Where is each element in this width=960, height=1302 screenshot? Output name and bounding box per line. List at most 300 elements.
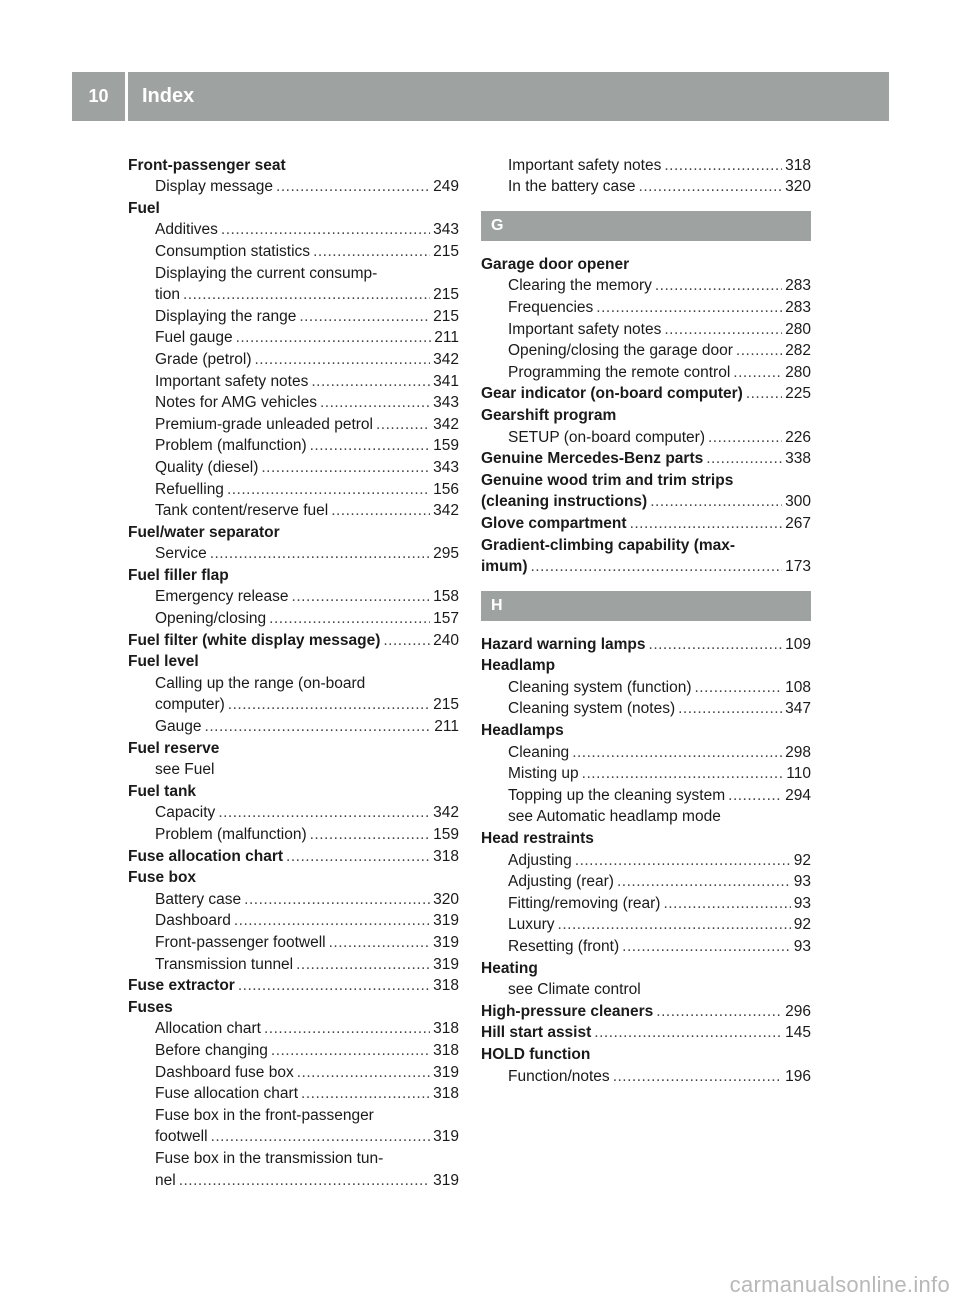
index-subentry[interactable] bbox=[481, 295, 811, 317]
page-ref[interactable]: 93 bbox=[793, 938, 811, 955]
index-subentry[interactable] bbox=[128, 693, 459, 715]
index-subentry-label: see Fuel bbox=[155, 761, 215, 779]
page-ref[interactable]: 318 bbox=[433, 1041, 459, 1059]
index-subentry[interactable] bbox=[128, 326, 459, 348]
index-subentry-label: Opening/closing the garage door bbox=[508, 342, 733, 360]
index-subentry-label: Service bbox=[155, 545, 207, 563]
index-heading-label: Front-passenger seat bbox=[128, 156, 286, 174]
page-ref[interactable]: 319 bbox=[433, 955, 459, 973]
leader-dots bbox=[622, 937, 791, 956]
index-subentry-label: Displaying the current consump- bbox=[155, 264, 378, 282]
index-letter-heading: H bbox=[481, 591, 811, 621]
leader-dots bbox=[596, 298, 782, 317]
page-ref[interactable]: 215 bbox=[433, 242, 459, 260]
page-ref[interactable]: 215 bbox=[433, 696, 459, 714]
index-subentry-label: SETUP (on-board computer) bbox=[508, 428, 705, 446]
index-subentry[interactable] bbox=[128, 412, 459, 434]
leader-dots bbox=[292, 587, 431, 606]
index-subentry[interactable] bbox=[128, 347, 459, 369]
page-ref[interactable]: 318 bbox=[433, 1085, 459, 1103]
index-subentry-label: Emergency release bbox=[155, 588, 289, 606]
index-subentry[interactable] bbox=[128, 606, 459, 628]
page-ref[interactable]: 158 bbox=[433, 588, 459, 606]
index-subentry[interactable] bbox=[128, 930, 459, 952]
page-ref[interactable]: 92 bbox=[793, 851, 811, 869]
leader-dots bbox=[236, 328, 432, 347]
index-subentry[interactable] bbox=[481, 870, 811, 892]
page-ref[interactable]: 211 bbox=[434, 718, 459, 736]
leader-dots bbox=[234, 911, 430, 930]
leader-dots bbox=[297, 1063, 430, 1082]
leader-dots bbox=[264, 1019, 430, 1038]
page-ref[interactable]: 156 bbox=[433, 480, 459, 498]
index-subentry-label: Calling up the range (on-board bbox=[155, 674, 366, 692]
index-subentry[interactable] bbox=[481, 339, 811, 361]
leader-dots bbox=[205, 717, 432, 736]
leader-dots bbox=[211, 1127, 431, 1146]
index-subentry bbox=[481, 978, 811, 1000]
index-entry[interactable] bbox=[481, 555, 811, 577]
index-subentry[interactable] bbox=[128, 1060, 459, 1082]
leader-dots bbox=[650, 492, 782, 511]
index-heading bbox=[481, 718, 811, 740]
index-subentry-label: Dashboard fuse box bbox=[155, 1063, 294, 1081]
index-subentry-label: Front-passenger footwell bbox=[155, 933, 326, 951]
index-subentry bbox=[128, 758, 459, 780]
index-entry-label: Fuel filter (white display message) bbox=[128, 631, 381, 649]
index-subentry[interactable] bbox=[128, 822, 459, 844]
index-heading-label: Gearshift program bbox=[481, 406, 617, 424]
leader-dots bbox=[311, 372, 430, 391]
page-ref[interactable]: 249 bbox=[433, 178, 459, 196]
index-subentry-label: Premium-grade unleaded petrol bbox=[155, 415, 373, 433]
index-heading bbox=[128, 995, 459, 1017]
page-ref[interactable]: 93 bbox=[793, 873, 811, 891]
index-heading-label: Fuel filler flap bbox=[128, 566, 229, 584]
index-subentry[interactable] bbox=[128, 455, 459, 477]
index-heading bbox=[128, 153, 459, 175]
index-subentry-label: footwell bbox=[155, 1128, 208, 1146]
page-ref[interactable]: 109 bbox=[785, 635, 811, 653]
leader-dots bbox=[708, 428, 782, 447]
index-heading-label: Headlamps bbox=[481, 722, 564, 740]
index-subentry-label: Gauge bbox=[155, 718, 202, 736]
index-subentry[interactable] bbox=[128, 714, 459, 736]
index-subentry[interactable] bbox=[481, 274, 811, 296]
leader-dots bbox=[531, 557, 783, 576]
index-heading bbox=[128, 779, 459, 801]
index-subentry-label: Cleaning system (notes) bbox=[508, 700, 676, 718]
page-ref[interactable]: 215 bbox=[433, 307, 459, 325]
leader-dots bbox=[733, 363, 782, 382]
leader-dots bbox=[221, 220, 430, 239]
index-column-left bbox=[128, 153, 459, 1190]
page-ref[interactable]: 110 bbox=[786, 765, 811, 783]
index-subentry[interactable] bbox=[128, 369, 459, 391]
leader-dots bbox=[736, 341, 782, 360]
page-ref[interactable]: 93 bbox=[793, 894, 811, 912]
index-subentry[interactable] bbox=[128, 1038, 459, 1060]
index-heading-label: Fuel tank bbox=[128, 782, 197, 800]
index-subentry-label: Adjusting bbox=[508, 851, 572, 869]
page-header bbox=[72, 72, 889, 121]
index-subentry-label: Dashboard bbox=[155, 912, 231, 930]
page-ref[interactable]: 319 bbox=[433, 933, 459, 951]
page-ref[interactable]: 92 bbox=[793, 916, 811, 934]
page-ref[interactable]: 282 bbox=[785, 342, 811, 360]
index-subentry-label: Adjusting (rear) bbox=[508, 873, 614, 891]
index-subentry[interactable] bbox=[128, 909, 459, 931]
page-ref[interactable]: 318 bbox=[433, 1020, 459, 1038]
index-entry[interactable] bbox=[128, 628, 459, 650]
index-subentry-label: Frequencies bbox=[508, 298, 594, 316]
index-heading bbox=[128, 563, 459, 585]
index-heading-label: Head restraints bbox=[481, 830, 594, 848]
index-subentry[interactable] bbox=[481, 934, 811, 956]
leader-dots bbox=[695, 678, 783, 697]
leader-dots bbox=[276, 177, 430, 196]
leader-dots bbox=[594, 1023, 782, 1042]
index-subentry-label: Programming the remote control bbox=[508, 363, 731, 381]
index-subentry[interactable] bbox=[481, 360, 811, 382]
leader-dots bbox=[271, 1041, 430, 1060]
index-subentry-label: Important safety notes bbox=[155, 372, 309, 390]
leader-dots bbox=[331, 501, 430, 520]
index-subentry[interactable] bbox=[128, 801, 459, 823]
leader-dots bbox=[728, 786, 782, 805]
page-ref[interactable]: 342 bbox=[433, 415, 459, 433]
page-ref[interactable]: 343 bbox=[433, 458, 459, 476]
page-ref[interactable]: 145 bbox=[785, 1024, 811, 1042]
page-ref[interactable]: 294 bbox=[785, 786, 811, 804]
index-heading-label: Fuel bbox=[128, 199, 160, 217]
index-subentry[interactable] bbox=[128, 887, 459, 909]
index-entry[interactable] bbox=[128, 844, 459, 866]
page-ref[interactable]: 280 bbox=[785, 363, 811, 381]
index-subentry-label: nel bbox=[155, 1171, 176, 1189]
index-subentry-label: Capacity bbox=[155, 804, 216, 822]
index-heading-label: Genuine wood trim and trim strips bbox=[481, 471, 734, 489]
leader-dots bbox=[301, 1084, 430, 1103]
header-divider bbox=[125, 72, 128, 121]
index-entry[interactable] bbox=[481, 447, 811, 469]
index-subentry-label: Display message bbox=[155, 178, 274, 196]
page-ref[interactable]: 295 bbox=[433, 545, 459, 563]
index-heading bbox=[481, 956, 811, 978]
page-ref[interactable]: 108 bbox=[785, 678, 811, 696]
index-subentry-label: Clearing the memory bbox=[508, 277, 652, 295]
page-ref[interactable]: 240 bbox=[433, 631, 459, 649]
page-ref[interactable]: 283 bbox=[785, 277, 811, 295]
index-subentry-label: Allocation chart bbox=[155, 1020, 261, 1038]
index-subentry[interactable] bbox=[481, 783, 811, 805]
index-subentry-label: Important safety notes bbox=[508, 320, 662, 338]
index-heading bbox=[128, 866, 459, 888]
page-ref[interactable]: 280 bbox=[785, 320, 811, 338]
index-heading-label: Fuse box bbox=[128, 869, 197, 887]
index-heading bbox=[128, 736, 459, 758]
index-entry-label: imum) bbox=[481, 558, 528, 576]
index-subentry-label: Additives bbox=[155, 221, 218, 239]
index-subentry[interactable] bbox=[481, 848, 811, 870]
index-subentry[interactable] bbox=[481, 740, 811, 762]
page-ref[interactable]: 300 bbox=[785, 493, 811, 511]
index-heading-label: Fuses bbox=[128, 998, 173, 1016]
page-ref[interactable]: 318 bbox=[785, 156, 811, 174]
index-entry[interactable] bbox=[481, 490, 811, 512]
index-subentry-label: Fuse allocation chart bbox=[155, 1085, 299, 1103]
index-subentry-label: tion bbox=[155, 286, 180, 304]
leader-dots bbox=[558, 915, 791, 934]
page-ref[interactable]: 342 bbox=[433, 502, 459, 520]
index-subentry[interactable] bbox=[128, 218, 459, 240]
index-subentry[interactable] bbox=[128, 499, 459, 521]
leader-dots bbox=[617, 872, 791, 891]
page-ref[interactable]: 318 bbox=[433, 847, 459, 865]
index-subentry bbox=[128, 1103, 459, 1125]
leader-dots bbox=[299, 307, 430, 326]
index-subentry-label: Notes for AMG vehicles bbox=[155, 394, 317, 412]
leader-dots bbox=[218, 803, 430, 822]
index-subentry-label: Refuelling bbox=[155, 480, 224, 498]
page-ref[interactable]: 215 bbox=[433, 286, 459, 304]
index-subentry[interactable] bbox=[128, 391, 459, 413]
index-subentry-label: Grade (petrol) bbox=[155, 350, 252, 368]
index-subentry[interactable] bbox=[128, 1017, 459, 1039]
leader-dots bbox=[238, 976, 430, 995]
index-subentry-label: Important safety notes bbox=[508, 156, 662, 174]
page-ref[interactable]: 338 bbox=[785, 450, 811, 468]
leader-dots bbox=[310, 825, 431, 844]
leader-dots bbox=[664, 156, 782, 175]
index-entry-label: High-pressure cleaners bbox=[481, 1002, 654, 1020]
index-subentry-label: In the battery case bbox=[508, 178, 636, 196]
index-subentry-label: Tank content/reserve fuel bbox=[155, 502, 329, 520]
page-ref[interactable]: 159 bbox=[433, 437, 459, 455]
index-subentry-label: Before changing bbox=[155, 1041, 268, 1059]
index-subentry-label: Transmission tunnel bbox=[155, 955, 294, 973]
index-subentry-label: Fuse box in the transmission tun- bbox=[155, 1149, 384, 1167]
page-ref[interactable]: 173 bbox=[785, 558, 811, 576]
leader-dots bbox=[664, 320, 782, 339]
index-heading bbox=[128, 650, 459, 672]
index-heading bbox=[481, 654, 811, 676]
watermark: carmanualsonline.info bbox=[729, 1272, 950, 1297]
index-entry-label: Genuine Mercedes-Benz parts bbox=[481, 450, 704, 468]
page-ref[interactable]: 159 bbox=[433, 826, 459, 843]
index-subentry-label: Problem (malfunction) bbox=[155, 826, 307, 843]
index-subentry-label: Opening/closing bbox=[155, 610, 267, 628]
index-subentry[interactable] bbox=[481, 675, 811, 697]
page-ref[interactable]: 342 bbox=[433, 804, 459, 822]
page-ref[interactable]: 318 bbox=[433, 977, 459, 995]
page-ref[interactable]: 319 bbox=[433, 1171, 459, 1189]
index-entry-label: Hazard warning lamps bbox=[481, 635, 646, 653]
index-subentry-label: see Climate control bbox=[508, 981, 641, 999]
index-subentry[interactable] bbox=[128, 1168, 459, 1190]
leader-dots bbox=[329, 933, 431, 952]
index-subentry[interactable] bbox=[128, 1125, 459, 1147]
index-subentry-label: Topping up the cleaning system bbox=[508, 786, 726, 804]
leader-dots bbox=[227, 480, 430, 499]
index-entry-label: Fuse allocation chart bbox=[128, 847, 284, 865]
leader-dots bbox=[210, 544, 430, 563]
index-subentry[interactable] bbox=[481, 153, 811, 175]
page-ref[interactable]: 226 bbox=[785, 428, 811, 446]
index-subentry[interactable] bbox=[481, 697, 811, 719]
leader-dots bbox=[663, 894, 790, 913]
index-subentry[interactable] bbox=[481, 425, 811, 447]
leader-dots bbox=[582, 764, 784, 783]
index-heading bbox=[128, 196, 459, 218]
index-entry-label: Fuse extractor bbox=[128, 977, 235, 995]
page-ref[interactable]: 342 bbox=[433, 350, 459, 368]
leader-dots bbox=[746, 384, 782, 403]
leader-dots bbox=[286, 847, 430, 866]
index-subentry[interactable] bbox=[128, 952, 459, 974]
index-heading-label: Headlamp bbox=[481, 657, 556, 675]
leader-dots bbox=[320, 393, 430, 412]
leader-dots bbox=[269, 609, 430, 628]
leader-dots bbox=[655, 276, 782, 295]
index-heading-label: HOLD function bbox=[481, 1045, 591, 1063]
index-subentry[interactable] bbox=[481, 913, 811, 935]
index-subentry[interactable] bbox=[128, 585, 459, 607]
leader-dots bbox=[296, 955, 430, 974]
page-ref[interactable]: 319 bbox=[433, 912, 459, 930]
leader-dots bbox=[228, 695, 430, 714]
index-entry-label: (cleaning instructions) bbox=[481, 493, 648, 511]
index-heading bbox=[481, 468, 811, 490]
leader-dots bbox=[572, 743, 782, 762]
leader-dots bbox=[630, 514, 783, 533]
page-ref[interactable]: 296 bbox=[785, 1002, 811, 1020]
index-subentry[interactable] bbox=[481, 762, 811, 784]
index-subentry[interactable] bbox=[128, 434, 459, 456]
index-subentry[interactable] bbox=[128, 477, 459, 499]
index-heading bbox=[481, 1042, 811, 1064]
index-subentry-label: see Automatic headlamp mode bbox=[508, 808, 721, 826]
index-heading-label: Fuel reserve bbox=[128, 739, 220, 757]
index-subentry-label: Displaying the range bbox=[155, 307, 297, 325]
page-ref[interactable]: 319 bbox=[433, 1063, 459, 1081]
index-subentry[interactable] bbox=[481, 175, 811, 197]
leader-dots bbox=[313, 242, 430, 261]
index-entry-label: Glove compartment bbox=[481, 514, 627, 532]
index-subentry-label: Cleaning system (function) bbox=[508, 678, 692, 696]
leader-dots bbox=[575, 851, 791, 870]
page-ref[interactable]: 196 bbox=[785, 1067, 811, 1085]
index-heading-label: Fuel/water separator bbox=[128, 523, 280, 541]
leader-dots bbox=[649, 635, 783, 654]
index-subentry[interactable] bbox=[128, 283, 459, 305]
index-subentry[interactable] bbox=[481, 317, 811, 339]
index-subentry-label: Fuel gauge bbox=[155, 329, 233, 347]
index-heading bbox=[481, 252, 811, 274]
index-subentry-label: Function/notes bbox=[508, 1067, 610, 1085]
page-ref[interactable]: 211 bbox=[434, 329, 459, 347]
index-subentry bbox=[128, 1146, 459, 1168]
leader-dots bbox=[383, 631, 430, 650]
leader-dots bbox=[183, 285, 430, 304]
index-heading-label: Garage door opener bbox=[481, 255, 630, 273]
page-ref[interactable]: 225 bbox=[785, 385, 811, 403]
index-entry[interactable] bbox=[481, 511, 811, 533]
index-subentry[interactable] bbox=[481, 1064, 811, 1086]
index-subentry-label: computer) bbox=[155, 696, 225, 714]
leader-dots bbox=[254, 350, 430, 369]
index-subentry-label: Fitting/removing (rear) bbox=[508, 894, 661, 912]
leader-dots bbox=[261, 458, 430, 477]
index-letter-heading: G bbox=[481, 211, 811, 241]
index-subentry-label: Cleaning bbox=[508, 743, 570, 761]
leader-dots bbox=[613, 1067, 782, 1086]
index-heading-label: Gradient-climbing capability (max- bbox=[481, 536, 736, 554]
page-ref[interactable]: 157 bbox=[433, 610, 459, 628]
leader-dots bbox=[244, 890, 430, 909]
page-ref[interactable]: 319 bbox=[433, 1128, 459, 1146]
index-subentry-label: Quality (diesel) bbox=[155, 458, 259, 476]
leader-dots bbox=[376, 415, 430, 434]
leader-dots bbox=[656, 1002, 782, 1021]
index-entry[interactable] bbox=[481, 632, 811, 654]
index-subentry[interactable] bbox=[128, 1082, 459, 1104]
index-subentry bbox=[128, 261, 459, 283]
leader-dots bbox=[706, 449, 782, 468]
index-column-right bbox=[481, 153, 811, 1086]
page-ref[interactable]: 343 bbox=[433, 394, 459, 412]
index-entry[interactable] bbox=[481, 1021, 811, 1043]
index-heading-label: Fuel level bbox=[128, 653, 199, 671]
index-subentry-label: Resetting (front) bbox=[508, 938, 620, 955]
index-heading-label: Heating bbox=[481, 959, 538, 977]
page-ref[interactable]: 298 bbox=[785, 743, 811, 761]
index-entry[interactable] bbox=[128, 974, 459, 996]
index-entry[interactable] bbox=[481, 382, 811, 404]
index-subentry-label: Luxury bbox=[508, 916, 555, 934]
page-ref[interactable]: 347 bbox=[785, 700, 811, 718]
index-subentry[interactable] bbox=[128, 239, 459, 261]
index-entry-label: Gear indicator (on-board computer) bbox=[481, 385, 743, 403]
index-heading bbox=[481, 533, 811, 555]
index-entry[interactable] bbox=[481, 999, 811, 1021]
page-ref[interactable]: 283 bbox=[785, 298, 811, 316]
index-subentry-label: Consumption statistics bbox=[155, 242, 311, 260]
page-ref[interactable]: 320 bbox=[433, 890, 459, 908]
index-subentry-label: Misting up bbox=[508, 765, 579, 783]
index-heading bbox=[481, 826, 811, 848]
index-subentry[interactable] bbox=[128, 542, 459, 564]
page-ref[interactable]: 267 bbox=[785, 514, 811, 532]
leader-dots bbox=[179, 1171, 430, 1190]
page-ref[interactable]: 320 bbox=[785, 178, 811, 196]
index-subentry-label: Problem (malfunction) bbox=[155, 437, 307, 455]
index-subentry-label: Fuse box in the front-passenger bbox=[155, 1106, 374, 1124]
index-entry-label: Hill start assist bbox=[481, 1024, 592, 1042]
index-heading bbox=[128, 520, 459, 542]
leader-dots bbox=[310, 436, 431, 455]
leader-dots bbox=[639, 177, 783, 196]
index-subentry[interactable] bbox=[128, 304, 459, 326]
index-subentry[interactable] bbox=[128, 175, 459, 197]
index-subentry[interactable] bbox=[481, 891, 811, 913]
section-title: Index bbox=[142, 85, 195, 107]
page-ref[interactable]: 343 bbox=[433, 221, 459, 239]
index-subentry bbox=[128, 671, 459, 693]
leader-dots bbox=[678, 699, 782, 718]
page-ref[interactable]: 341 bbox=[433, 372, 459, 390]
index-subentry-label: Battery case bbox=[155, 890, 242, 908]
